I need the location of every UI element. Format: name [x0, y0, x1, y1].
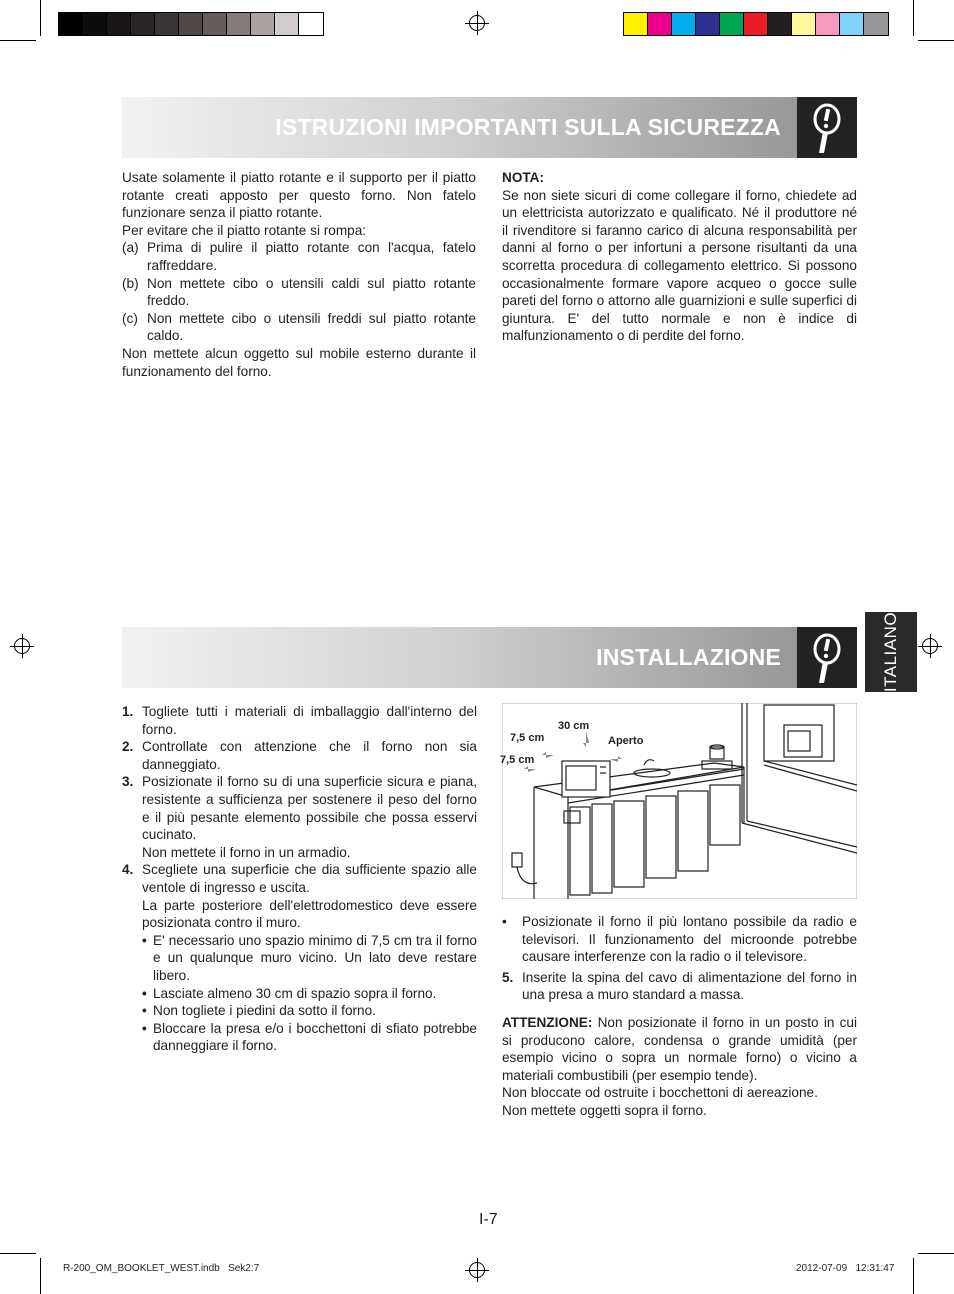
vent-note: Non bloccate od ostruite i bocchettoni di aereazione. — [502, 1085, 818, 1101]
exclamation-warning-icon — [797, 97, 857, 158]
bullet-item: • Lasciate almeno 30 cm di spazio sopra il forno. — [142, 985, 437, 1001]
section-title: ISTRUZIONI IMPORTANTI SULLA SICUREZZA — [275, 114, 781, 140]
registration-mark-icon — [922, 638, 938, 654]
footer-timestamp: 2012-07-09 12:31:47 — [796, 1263, 895, 1274]
warning-badge — [797, 627, 857, 688]
list-item: 3. Posizionate il forno su di una superficie sicura e piana, resistente a sufficienza per sostenere il peso del forno e il più pesante elemento possibile che possa esservi cucinato. Non mettete il forno in un armadio. — [122, 774, 477, 860]
turntable-lead: Per evitare che il piatto rotante si rompa: — [122, 222, 367, 238]
attenzione-paragraph: ATTENZIONE: Non posizionate il forno in un posto in cui si producono calore, condensa o grande umidità (per esempio vicino o sopra un normale forno) o vicino a materiali combustibili (per esempio tende). — [502, 1014, 857, 1083]
language-tab — [865, 612, 917, 692]
installation-section-header — [122, 627, 857, 688]
installation-right-column — [502, 913, 857, 1120]
list-item: (a) Prima di pulire il piatto rotante con l'acqua, fatelo raffreddare. — [122, 240, 476, 273]
color-swatch — [648, 13, 672, 35]
color-swatch — [251, 13, 275, 35]
page-number: I-7 — [479, 1211, 498, 1228]
color-swatch — [275, 13, 299, 35]
footer-file-info: R-200_OM_BOOKLET_WEST.indb Sek2:7 — [63, 1263, 260, 1274]
safety-section-header — [122, 97, 857, 158]
crop-mark — [40, 1258, 41, 1294]
color-swatch — [864, 13, 888, 35]
bullet-item: • E' necessario uno spazio minimo di 7,5 cm tra il forno e un qualunque muro vicino. Un lato deve restare libero. — [142, 932, 477, 983]
list-item: (b) Non mettete cibo o utensili caldi sul piatto rotante freddo. — [122, 275, 476, 309]
color-swatch — [792, 13, 816, 35]
crop-mark — [913, 0, 914, 36]
crop-mark — [918, 1253, 954, 1254]
crop-mark — [0, 40, 36, 41]
color-swatch — [155, 13, 179, 35]
list-item: (c) Non mettete cibo o utensili freddi sul piatto rotante caldo. — [122, 310, 476, 344]
crop-mark — [918, 40, 954, 41]
color-swatch — [179, 13, 203, 35]
color-swatch — [131, 13, 155, 35]
color-swatch — [840, 13, 864, 35]
nota-text: Se non siete sicuri di come collegare il forno, chiedete ad un elettricista autorizzato e qualificato. Né il produttore né il rivenditore si faranno carico di alcuna responsabilità per danni al forno o per infortuni a persone risultanti da una scorretta procedura di collegamento elettrico. Si possono occasionalmente formare vapore acqueo o gocce sulle pareti del forno o attorno alle guarnizioni e sulle superfici di giuntura. E' del tutto normale e non è indice di malfunzionamento o di perdite del forno. — [502, 187, 857, 344]
safety-left-column — [122, 169, 476, 380]
crop-mark — [913, 1258, 914, 1294]
color-swatch — [299, 13, 323, 35]
color-swatch — [672, 13, 696, 35]
safety-right-column — [502, 169, 857, 345]
turntable-intro: Usate solamente il piatto rotante e il supporto per il piatto rotante creati apposto per questo forno. Non fatelo funzionare senza il piatto rotante. — [122, 170, 476, 221]
color-swatch — [624, 13, 648, 35]
color-swatch — [768, 13, 792, 35]
language-label: ITALIANO — [881, 611, 900, 693]
top-note: Non mettete oggetti sopra il forno. — [502, 1102, 707, 1118]
diagram-label-top: 30 cm — [558, 720, 590, 732]
exclamation-warning-icon — [797, 627, 857, 688]
color-swatch — [227, 13, 251, 35]
nota-label: NOTA: — [502, 170, 545, 185]
color-swatch — [720, 13, 744, 35]
list-item: 5. Inserite la spina del cavo di alimentazione del forno in una presa a muro standard a massa. — [502, 969, 857, 1003]
list-item: 4. Scegliete una superficie che dia sufficiente spazio alle ventole di ingresso e uscita. La parte posteriore dell'elettrodomestico deve essere posizionata contro il muro. • E' necessario uno spazio minimo di 7,5 cm tra il forno e un qualunque muro vicino. Un lato deve restare libero. • Lasciate almeno 30 cm di spazio sopra il forno. • Non togliete i piedini da sotto il forno. • Bloccare la presa e/o i bocchettoni di sfiato potrebbe danneggiare il forno. — [122, 862, 477, 1054]
crop-mark — [40, 0, 41, 36]
color-swatch — [816, 13, 840, 35]
list-item: 1. Togliete tutti i materiali di imballaggio dall'interno del forno. — [122, 704, 477, 737]
color-swatch — [203, 13, 227, 35]
kitchen-installation-diagram — [502, 703, 857, 899]
list-item: 2. Controllate con attenzione che il forno non sia danneggiato. — [122, 739, 477, 772]
diagram-label-open: Aperto — [608, 735, 644, 747]
color-swatch — [744, 13, 768, 35]
cabinet-note: Non mettete alcun oggetto sul mobile esterno durante il funzionamento del forno. — [122, 345, 476, 379]
crop-mark — [0, 1253, 36, 1254]
diagram-label-left-upper: 7,5 cm — [510, 732, 545, 744]
color-swatch — [107, 13, 131, 35]
bullet-item: • Non togliete i piedini da sotto il forno. — [142, 1003, 376, 1019]
color-swatch — [696, 13, 720, 35]
bullet-item: • Bloccare la presa e/o i bocchettoni di sfiato potrebbe danneggiare il forno. — [142, 1020, 477, 1054]
process-color-bar — [623, 12, 889, 36]
color-swatch — [59, 13, 83, 35]
diagram-label-left-lower: 7,5 cm — [500, 754, 535, 766]
section-title: INSTALLAZIONE — [596, 644, 781, 670]
registration-mark-icon — [14, 638, 30, 654]
bullet-item: • Posizionate il forno il più lontano possibile da radio e televisori. Il funzionamento del microonde potrebbe causare interferenze con la radio o il televisore. — [502, 914, 857, 965]
registration-mark-icon — [469, 15, 485, 31]
warning-badge — [797, 97, 857, 158]
grey-color-bar — [58, 12, 324, 36]
installation-left-column — [122, 703, 477, 1055]
color-swatch — [83, 13, 107, 35]
kitchen-illustration — [502, 703, 857, 899]
registration-mark-icon — [469, 1262, 485, 1278]
